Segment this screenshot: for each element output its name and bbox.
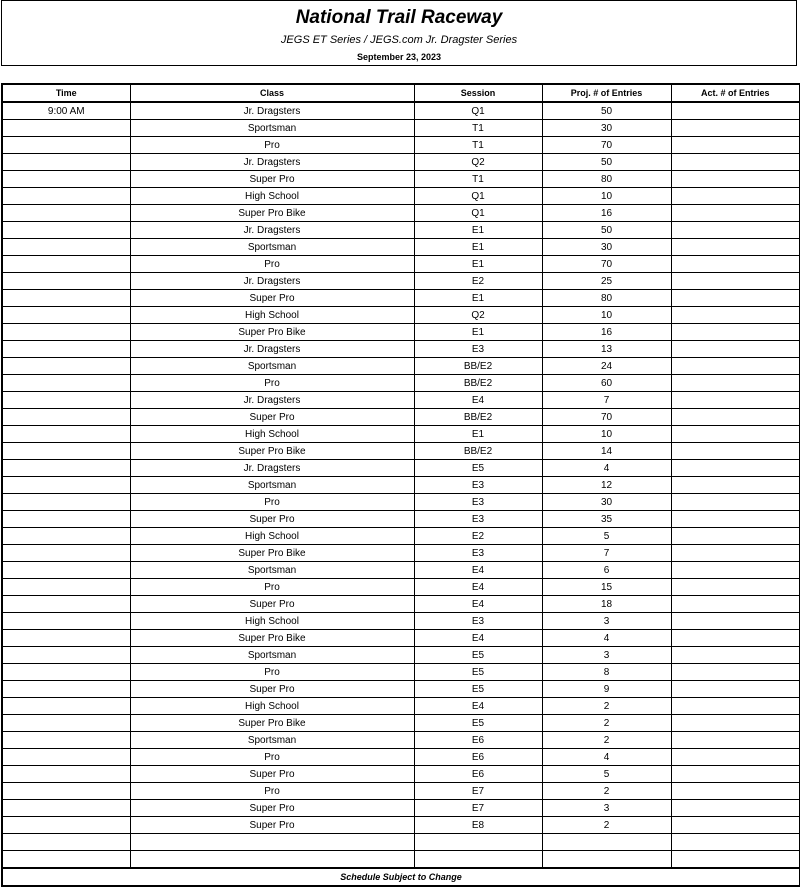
cell-time bbox=[2, 443, 130, 460]
table-row bbox=[2, 171, 800, 188]
page-title: National Trail Raceway bbox=[295, 7, 503, 28]
cell-session: E4 bbox=[414, 392, 542, 409]
cell-actual-entries bbox=[671, 800, 800, 817]
table-row bbox=[2, 120, 800, 137]
cell-class: Super Pro Bike bbox=[130, 205, 414, 222]
table-row bbox=[2, 613, 800, 630]
cell-actual-entries bbox=[671, 460, 800, 477]
cell-class: Jr. Dragsters bbox=[130, 392, 414, 409]
cell-time bbox=[2, 171, 130, 188]
cell-projected-entries: 10 bbox=[542, 307, 671, 324]
cell-session: E3 bbox=[414, 494, 542, 511]
table-row bbox=[2, 324, 800, 341]
cell-class: Sportsman bbox=[130, 477, 414, 494]
cell-actual-entries bbox=[671, 324, 800, 341]
schedule-body bbox=[2, 102, 800, 868]
table-row bbox=[2, 528, 800, 545]
cell-session: Q1 bbox=[414, 188, 542, 205]
cell-time bbox=[2, 732, 130, 749]
cell-class: Sportsman bbox=[130, 239, 414, 256]
cell-time bbox=[2, 749, 130, 766]
cell-session: E1 bbox=[414, 290, 542, 307]
cell-projected-entries: 9 bbox=[542, 681, 671, 698]
cell-projected-entries bbox=[542, 851, 671, 869]
cell-actual-entries bbox=[671, 256, 800, 273]
cell-projected-entries: 10 bbox=[542, 188, 671, 205]
cell-class: Jr. Dragsters bbox=[130, 154, 414, 171]
cell-actual-entries bbox=[671, 715, 800, 732]
cell-class: Super Pro bbox=[130, 511, 414, 528]
cell-time bbox=[2, 596, 130, 613]
cell-time bbox=[2, 358, 130, 375]
cell-projected-entries: 2 bbox=[542, 715, 671, 732]
cell-class: Super Pro bbox=[130, 171, 414, 188]
table-row bbox=[2, 579, 800, 596]
cell-session: E6 bbox=[414, 766, 542, 783]
cell-actual-entries bbox=[671, 732, 800, 749]
cell-projected-entries: 16 bbox=[542, 205, 671, 222]
cell-projected-entries: 24 bbox=[542, 358, 671, 375]
cell-session: BB/E2 bbox=[414, 375, 542, 392]
cell-time bbox=[2, 562, 130, 579]
cell-projected-entries: 25 bbox=[542, 273, 671, 290]
cell-class: Sportsman bbox=[130, 120, 414, 137]
table-row bbox=[2, 698, 800, 715]
cell-projected-entries: 30 bbox=[542, 120, 671, 137]
cell-session: E3 bbox=[414, 613, 542, 630]
schedule-header bbox=[1, 0, 797, 66]
cell-actual-entries bbox=[671, 528, 800, 545]
table-row bbox=[2, 545, 800, 562]
cell-projected-entries: 50 bbox=[542, 102, 671, 120]
cell-projected-entries: 5 bbox=[542, 766, 671, 783]
cell-class: Super Pro bbox=[130, 800, 414, 817]
cell-session: E6 bbox=[414, 749, 542, 766]
cell-projected-entries: 30 bbox=[542, 494, 671, 511]
cell-session: E5 bbox=[414, 715, 542, 732]
table-row bbox=[2, 426, 800, 443]
cell-session: Q2 bbox=[414, 154, 542, 171]
cell-actual-entries bbox=[671, 494, 800, 511]
table-row bbox=[2, 137, 800, 154]
cell-session: E1 bbox=[414, 324, 542, 341]
cell-time bbox=[2, 664, 130, 681]
cell-actual-entries bbox=[671, 307, 800, 324]
cell-time bbox=[2, 205, 130, 222]
cell-class: Super Pro Bike bbox=[130, 443, 414, 460]
cell-actual-entries bbox=[671, 273, 800, 290]
table-row bbox=[2, 460, 800, 477]
cell-class: Jr. Dragsters bbox=[130, 222, 414, 239]
cell-class: Super Pro Bike bbox=[130, 545, 414, 562]
cell-time bbox=[2, 800, 130, 817]
column-header-session: Session bbox=[414, 84, 542, 102]
cell-session: E1 bbox=[414, 239, 542, 256]
cell-actual-entries bbox=[671, 171, 800, 188]
cell-time bbox=[2, 698, 130, 715]
cell-time bbox=[2, 630, 130, 647]
cell-class: Pro bbox=[130, 783, 414, 800]
cell-actual-entries bbox=[671, 222, 800, 239]
cell-projected-entries: 3 bbox=[542, 647, 671, 664]
cell-time bbox=[2, 239, 130, 256]
cell-class: High School bbox=[130, 426, 414, 443]
cell-session: BB/E2 bbox=[414, 443, 542, 460]
series-subtitle: JEGS ET Series / JEGS.com Jr. Dragster Series bbox=[280, 34, 518, 46]
cell-actual-entries bbox=[671, 205, 800, 222]
column-header-projected-entries: Proj. # of Entries bbox=[542, 84, 671, 102]
cell-time bbox=[2, 511, 130, 528]
cell-actual-entries bbox=[671, 664, 800, 681]
cell-actual-entries bbox=[671, 613, 800, 630]
cell-session: E3 bbox=[414, 341, 542, 358]
cell-actual-entries bbox=[671, 681, 800, 698]
cell-session bbox=[414, 834, 542, 851]
cell-actual-entries bbox=[671, 545, 800, 562]
event-date: September 23, 2023 bbox=[356, 52, 442, 62]
cell-projected-entries: 4 bbox=[542, 460, 671, 477]
table-row bbox=[2, 851, 800, 869]
cell-time bbox=[2, 834, 130, 851]
cell-class: Pro bbox=[130, 375, 414, 392]
cell-class: Super Pro Bike bbox=[130, 715, 414, 732]
cell-time bbox=[2, 647, 130, 664]
cell-session: BB/E2 bbox=[414, 358, 542, 375]
table-row bbox=[2, 664, 800, 681]
cell-projected-entries: 2 bbox=[542, 732, 671, 749]
cell-class: Super Pro bbox=[130, 409, 414, 426]
cell-actual-entries bbox=[671, 783, 800, 800]
cell-class: Super Pro Bike bbox=[130, 324, 414, 341]
cell-session: E7 bbox=[414, 783, 542, 800]
column-header-class: Class bbox=[130, 84, 414, 102]
cell-projected-entries: 7 bbox=[542, 392, 671, 409]
cell-projected-entries: 70 bbox=[542, 256, 671, 273]
cell-session: E5 bbox=[414, 681, 542, 698]
cell-time bbox=[2, 324, 130, 341]
cell-time: 9:00 AM bbox=[2, 102, 130, 120]
footer-row bbox=[2, 868, 800, 886]
cell-class: Pro bbox=[130, 664, 414, 681]
table-row bbox=[2, 647, 800, 664]
table-row bbox=[2, 307, 800, 324]
table-row bbox=[2, 715, 800, 732]
cell-projected-entries: 4 bbox=[542, 749, 671, 766]
cell-session: E3 bbox=[414, 545, 542, 562]
cell-class: High School bbox=[130, 698, 414, 715]
cell-time bbox=[2, 681, 130, 698]
cell-projected-entries: 70 bbox=[542, 137, 671, 154]
cell-class: High School bbox=[130, 613, 414, 630]
cell-projected-entries: 6 bbox=[542, 562, 671, 579]
cell-projected-entries: 5 bbox=[542, 528, 671, 545]
cell-time bbox=[2, 579, 130, 596]
cell-actual-entries bbox=[671, 749, 800, 766]
cell-projected-entries: 35 bbox=[542, 511, 671, 528]
cell-class: Jr. Dragsters bbox=[130, 102, 414, 120]
table-row bbox=[2, 681, 800, 698]
cell-projected-entries: 16 bbox=[542, 324, 671, 341]
cell-time bbox=[2, 256, 130, 273]
cell-time bbox=[2, 290, 130, 307]
cell-class: Super Pro bbox=[130, 766, 414, 783]
table-row bbox=[2, 596, 800, 613]
cell-projected-entries: 4 bbox=[542, 630, 671, 647]
cell-session bbox=[414, 851, 542, 869]
cell-session: E3 bbox=[414, 511, 542, 528]
cell-projected-entries: 10 bbox=[542, 426, 671, 443]
cell-session: T1 bbox=[414, 120, 542, 137]
cell-class: Pro bbox=[130, 494, 414, 511]
cell-actual-entries bbox=[671, 834, 800, 851]
schedule-footer-note: Schedule Subject to Change bbox=[2, 868, 800, 886]
cell-actual-entries bbox=[671, 102, 800, 120]
cell-actual-entries bbox=[671, 375, 800, 392]
cell-actual-entries bbox=[671, 137, 800, 154]
cell-actual-entries bbox=[671, 766, 800, 783]
table-row bbox=[2, 630, 800, 647]
cell-class: Pro bbox=[130, 256, 414, 273]
cell-actual-entries bbox=[671, 120, 800, 137]
cell-session: E1 bbox=[414, 426, 542, 443]
cell-class: Super Pro bbox=[130, 596, 414, 613]
cell-actual-entries bbox=[671, 851, 800, 869]
cell-time bbox=[2, 273, 130, 290]
table-row bbox=[2, 409, 800, 426]
cell-class: Super Pro bbox=[130, 817, 414, 834]
cell-session: E4 bbox=[414, 579, 542, 596]
cell-session: E8 bbox=[414, 817, 542, 834]
cell-session: E3 bbox=[414, 477, 542, 494]
cell-class: Jr. Dragsters bbox=[130, 341, 414, 358]
cell-actual-entries bbox=[671, 698, 800, 715]
table-row bbox=[2, 154, 800, 171]
cell-projected-entries: 80 bbox=[542, 290, 671, 307]
cell-time bbox=[2, 545, 130, 562]
cell-class: Super Pro bbox=[130, 290, 414, 307]
table-row bbox=[2, 834, 800, 851]
cell-time bbox=[2, 426, 130, 443]
cell-projected-entries: 50 bbox=[542, 222, 671, 239]
cell-session: E1 bbox=[414, 222, 542, 239]
cell-actual-entries bbox=[671, 817, 800, 834]
cell-time bbox=[2, 817, 130, 834]
cell-class: Pro bbox=[130, 579, 414, 596]
table-row bbox=[2, 102, 800, 120]
cell-time bbox=[2, 783, 130, 800]
cell-time bbox=[2, 154, 130, 171]
table-row bbox=[2, 375, 800, 392]
cell-time bbox=[2, 613, 130, 630]
cell-time bbox=[2, 188, 130, 205]
table-row bbox=[2, 766, 800, 783]
cell-projected-entries: 2 bbox=[542, 698, 671, 715]
cell-time bbox=[2, 477, 130, 494]
cell-time bbox=[2, 715, 130, 732]
cell-class: Sportsman bbox=[130, 732, 414, 749]
table-row bbox=[2, 800, 800, 817]
table-row bbox=[2, 290, 800, 307]
cell-class: Pro bbox=[130, 137, 414, 154]
cell-time bbox=[2, 494, 130, 511]
table-row bbox=[2, 222, 800, 239]
cell-actual-entries bbox=[671, 341, 800, 358]
cell-projected-entries: 7 bbox=[542, 545, 671, 562]
cell-actual-entries bbox=[671, 358, 800, 375]
cell-class: Sportsman bbox=[130, 358, 414, 375]
cell-session: T1 bbox=[414, 171, 542, 188]
cell-time bbox=[2, 341, 130, 358]
cell-projected-entries: 18 bbox=[542, 596, 671, 613]
cell-time bbox=[2, 851, 130, 869]
table-row bbox=[2, 477, 800, 494]
cell-time bbox=[2, 766, 130, 783]
cell-session: Q1 bbox=[414, 102, 542, 120]
cell-projected-entries: 30 bbox=[542, 239, 671, 256]
cell-session: E2 bbox=[414, 273, 542, 290]
cell-actual-entries bbox=[671, 409, 800, 426]
table-row bbox=[2, 494, 800, 511]
cell-projected-entries: 12 bbox=[542, 477, 671, 494]
cell-projected-entries: 50 bbox=[542, 154, 671, 171]
cell-actual-entries bbox=[671, 290, 800, 307]
table-header-row bbox=[2, 84, 800, 102]
cell-projected-entries: 60 bbox=[542, 375, 671, 392]
cell-class: Sportsman bbox=[130, 562, 414, 579]
cell-session: Q2 bbox=[414, 307, 542, 324]
cell-projected-entries: 2 bbox=[542, 817, 671, 834]
cell-class: High School bbox=[130, 188, 414, 205]
cell-time bbox=[2, 392, 130, 409]
cell-session: E2 bbox=[414, 528, 542, 545]
cell-time bbox=[2, 120, 130, 137]
schedule-table bbox=[1, 83, 800, 887]
cell-actual-entries bbox=[671, 630, 800, 647]
cell-session: E4 bbox=[414, 630, 542, 647]
cell-class bbox=[130, 834, 414, 851]
cell-session: E5 bbox=[414, 647, 542, 664]
cell-class: Super Pro bbox=[130, 681, 414, 698]
table-row bbox=[2, 732, 800, 749]
cell-actual-entries bbox=[671, 579, 800, 596]
table-row bbox=[2, 205, 800, 222]
cell-class: Pro bbox=[130, 749, 414, 766]
cell-actual-entries bbox=[671, 562, 800, 579]
cell-projected-entries: 14 bbox=[542, 443, 671, 460]
cell-time bbox=[2, 222, 130, 239]
cell-projected-entries: 3 bbox=[542, 800, 671, 817]
cell-projected-entries: 3 bbox=[542, 613, 671, 630]
cell-actual-entries bbox=[671, 392, 800, 409]
cell-session: E6 bbox=[414, 732, 542, 749]
table-row bbox=[2, 443, 800, 460]
table-row bbox=[2, 358, 800, 375]
table-row bbox=[2, 239, 800, 256]
table-row bbox=[2, 392, 800, 409]
cell-actual-entries bbox=[671, 511, 800, 528]
cell-actual-entries bbox=[671, 443, 800, 460]
cell-time bbox=[2, 307, 130, 324]
cell-projected-entries: 70 bbox=[542, 409, 671, 426]
cell-time bbox=[2, 528, 130, 545]
cell-projected-entries: 15 bbox=[542, 579, 671, 596]
table-row bbox=[2, 341, 800, 358]
cell-class: High School bbox=[130, 307, 414, 324]
cell-time bbox=[2, 375, 130, 392]
cell-actual-entries bbox=[671, 477, 800, 494]
cell-class: Jr. Dragsters bbox=[130, 273, 414, 290]
table-row bbox=[2, 256, 800, 273]
cell-projected-entries bbox=[542, 834, 671, 851]
cell-session: E4 bbox=[414, 562, 542, 579]
cell-session: E4 bbox=[414, 596, 542, 613]
cell-session: E1 bbox=[414, 256, 542, 273]
cell-projected-entries: 13 bbox=[542, 341, 671, 358]
cell-actual-entries bbox=[671, 154, 800, 171]
cell-session: E4 bbox=[414, 698, 542, 715]
table-row bbox=[2, 511, 800, 528]
table-row bbox=[2, 273, 800, 290]
cell-actual-entries bbox=[671, 426, 800, 443]
cell-class: Super Pro Bike bbox=[130, 630, 414, 647]
cell-time bbox=[2, 137, 130, 154]
column-header-time: Time bbox=[2, 84, 130, 102]
table-row bbox=[2, 817, 800, 834]
cell-time bbox=[2, 409, 130, 426]
table-row bbox=[2, 188, 800, 205]
cell-session: Q1 bbox=[414, 205, 542, 222]
cell-projected-entries: 2 bbox=[542, 783, 671, 800]
table-row bbox=[2, 783, 800, 800]
cell-actual-entries bbox=[671, 647, 800, 664]
cell-session: BB/E2 bbox=[414, 409, 542, 426]
cell-session: E7 bbox=[414, 800, 542, 817]
cell-actual-entries bbox=[671, 596, 800, 613]
cell-class bbox=[130, 851, 414, 869]
cell-actual-entries bbox=[671, 239, 800, 256]
column-header-actual-entries: Act. # of Entries bbox=[671, 84, 800, 102]
cell-session: E5 bbox=[414, 460, 542, 477]
cell-class: Sportsman bbox=[130, 647, 414, 664]
cell-projected-entries: 8 bbox=[542, 664, 671, 681]
cell-class: Jr. Dragsters bbox=[130, 460, 414, 477]
cell-session: E5 bbox=[414, 664, 542, 681]
table-row bbox=[2, 562, 800, 579]
cell-class: High School bbox=[130, 528, 414, 545]
cell-actual-entries bbox=[671, 188, 800, 205]
cell-session: T1 bbox=[414, 137, 542, 154]
cell-projected-entries: 80 bbox=[542, 171, 671, 188]
table-row bbox=[2, 749, 800, 766]
cell-time bbox=[2, 460, 130, 477]
